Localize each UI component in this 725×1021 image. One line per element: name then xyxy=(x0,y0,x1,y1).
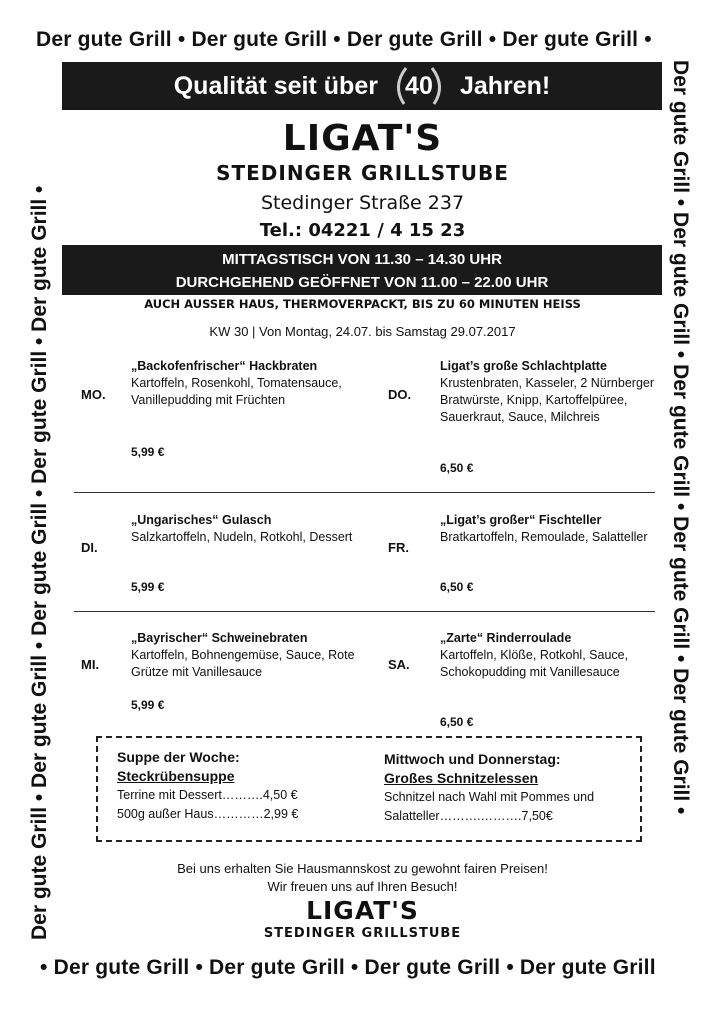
logo-subtitle: STEDINGER GRILLSTUBE xyxy=(216,161,509,185)
years-number: 40 xyxy=(405,71,433,100)
day-label-fr: FR. xyxy=(388,540,409,555)
price-mo: 5,99 € xyxy=(131,445,165,459)
footer-line-2: Wir freuen uns auf Ihren Besuch! xyxy=(267,879,458,894)
menu-title-di: „Ungarisches“ Gulasch xyxy=(131,513,272,527)
soup-of-week xyxy=(117,748,298,824)
menu-item-fr xyxy=(440,512,655,546)
menu-item-mi xyxy=(131,630,376,681)
soup-price-terrine: Terrine mit Dessert……….4,50 € xyxy=(117,788,298,802)
menu-desc-di: Salzkartoffeln, Nudeln, Rotkohl, Dessert xyxy=(131,530,353,544)
menu-desc-mo: Kartoffeln, Rosenkohl, Tomatensauce, Vanillepudding mit Früchten xyxy=(131,376,342,407)
menu-title-mi: „Bayrischer“ Schweinebraten xyxy=(131,631,308,645)
special-heading: Mittwoch und Donnerstag: xyxy=(384,751,561,767)
day-label-sa: SA. xyxy=(388,657,410,672)
price-mi: 5,99 € xyxy=(131,698,165,712)
menu-item-mo xyxy=(131,358,376,409)
hours-banner xyxy=(62,245,662,295)
price-do: 6,50 € xyxy=(440,461,474,475)
menu-desc-fr: Bratkartoffeln, Remoulade, Salatteller xyxy=(440,530,648,544)
menu-title-fr: „Ligat’s großer“ Fischteller xyxy=(440,513,602,527)
divider xyxy=(74,611,655,612)
hours-open: DURCHGEHEND GEÖFFNET VON 11.00 – 22.00 UHR xyxy=(175,274,549,291)
price-sa: 6,50 € xyxy=(440,715,474,729)
menu-title-sa: „Zarte“ Rinderroulade xyxy=(440,631,572,645)
border-text-right: Der gute Grill • Der gute Grill • Der gute Grill • Der gute Grill • Der gute Grill • xyxy=(669,60,692,815)
footer-logo-main: LIGAT'S xyxy=(306,896,419,925)
special-name: Großes Schnitzelessen xyxy=(384,770,539,786)
quality-text-left: Qualität seit über xyxy=(173,71,378,100)
menu-item-di xyxy=(131,512,376,546)
border-text-top: Der gute Grill • Der gute Grill • Der gute Grill • Der gute Grill • xyxy=(36,28,652,51)
menu-title-do: Ligat’s große Schlachtplatte xyxy=(440,359,607,373)
price-fr: 6,50 € xyxy=(440,580,474,594)
menu-desc-do: Krustenbraten, Kasseler, 2 Nürnberger Bratwürste, Knipp, Kartoffelpüree, Sauerkraut, Sauce, Milchreis xyxy=(440,376,655,424)
menu-item-do xyxy=(440,358,655,426)
divider xyxy=(74,492,655,493)
special-price: Salatteller……….……….7,50€ xyxy=(384,809,553,823)
address: Stedinger Straße 237 xyxy=(260,192,465,214)
price-di: 5,99 € xyxy=(131,580,165,594)
week-info: KW 30 | Von Montag, 24.07. bis Samstag 29.07.2017 xyxy=(209,324,516,339)
day-label-do: DO. xyxy=(388,387,412,402)
menu-desc-mi: Kartoffeln, Bohnengemüse, Sauce, Rote Grütze mit Vanillesauce xyxy=(131,648,355,679)
quality-text-right: Jahren! xyxy=(459,71,551,100)
hours-lunch: MITTAGSTISCH VON 11.30 – 14.30 UHR xyxy=(222,251,502,268)
day-label-mo: MO. xyxy=(81,387,106,402)
menu-desc-sa: Kartoffeln, Klöße, Rotkohl, Sauce, Schokopudding mit Vanillesauce xyxy=(440,648,629,679)
border-text-bottom: • Der gute Grill • Der gute Grill • Der gute Grill • Der gute Grill xyxy=(40,956,656,979)
logo-main: LIGAT'S xyxy=(282,118,443,159)
soup-price-takeaway: 500g außer Haus…………2,99 € xyxy=(117,807,299,821)
border-text-left: Der gute Grill • Der gute Grill • Der gute Grill • Der gute Grill • Der gute Grill • xyxy=(28,185,51,940)
menu-item-sa xyxy=(440,630,655,681)
menu-title-mo: „Backofenfrischer“ Hackbraten xyxy=(131,359,318,373)
special-desc: Schnitzel nach Wahl mit Pommes und xyxy=(384,790,595,804)
weekly-special xyxy=(384,750,594,826)
phone: Tel.: 04221 / 4 15 23 xyxy=(259,220,466,241)
soup-name: Steckrübensuppe xyxy=(117,768,235,784)
footer-logo-subtitle: STEDINGER GRILLSTUBE xyxy=(263,926,462,941)
footer-line-1: Bei uns erhalten Sie Hausmannskost zu gewohnt fairen Preisen! xyxy=(177,861,548,876)
soup-heading: Suppe der Woche: xyxy=(117,749,240,765)
day-label-mi: MI. xyxy=(81,657,100,672)
quality-banner xyxy=(62,62,662,110)
day-label-di: DI. xyxy=(81,540,98,555)
years-badge xyxy=(390,64,448,108)
takeaway-note: AUCH AUSSER HAUS, THERMOVERPACKT, BIS ZU 60 MINUTEN HEISS xyxy=(144,297,581,311)
